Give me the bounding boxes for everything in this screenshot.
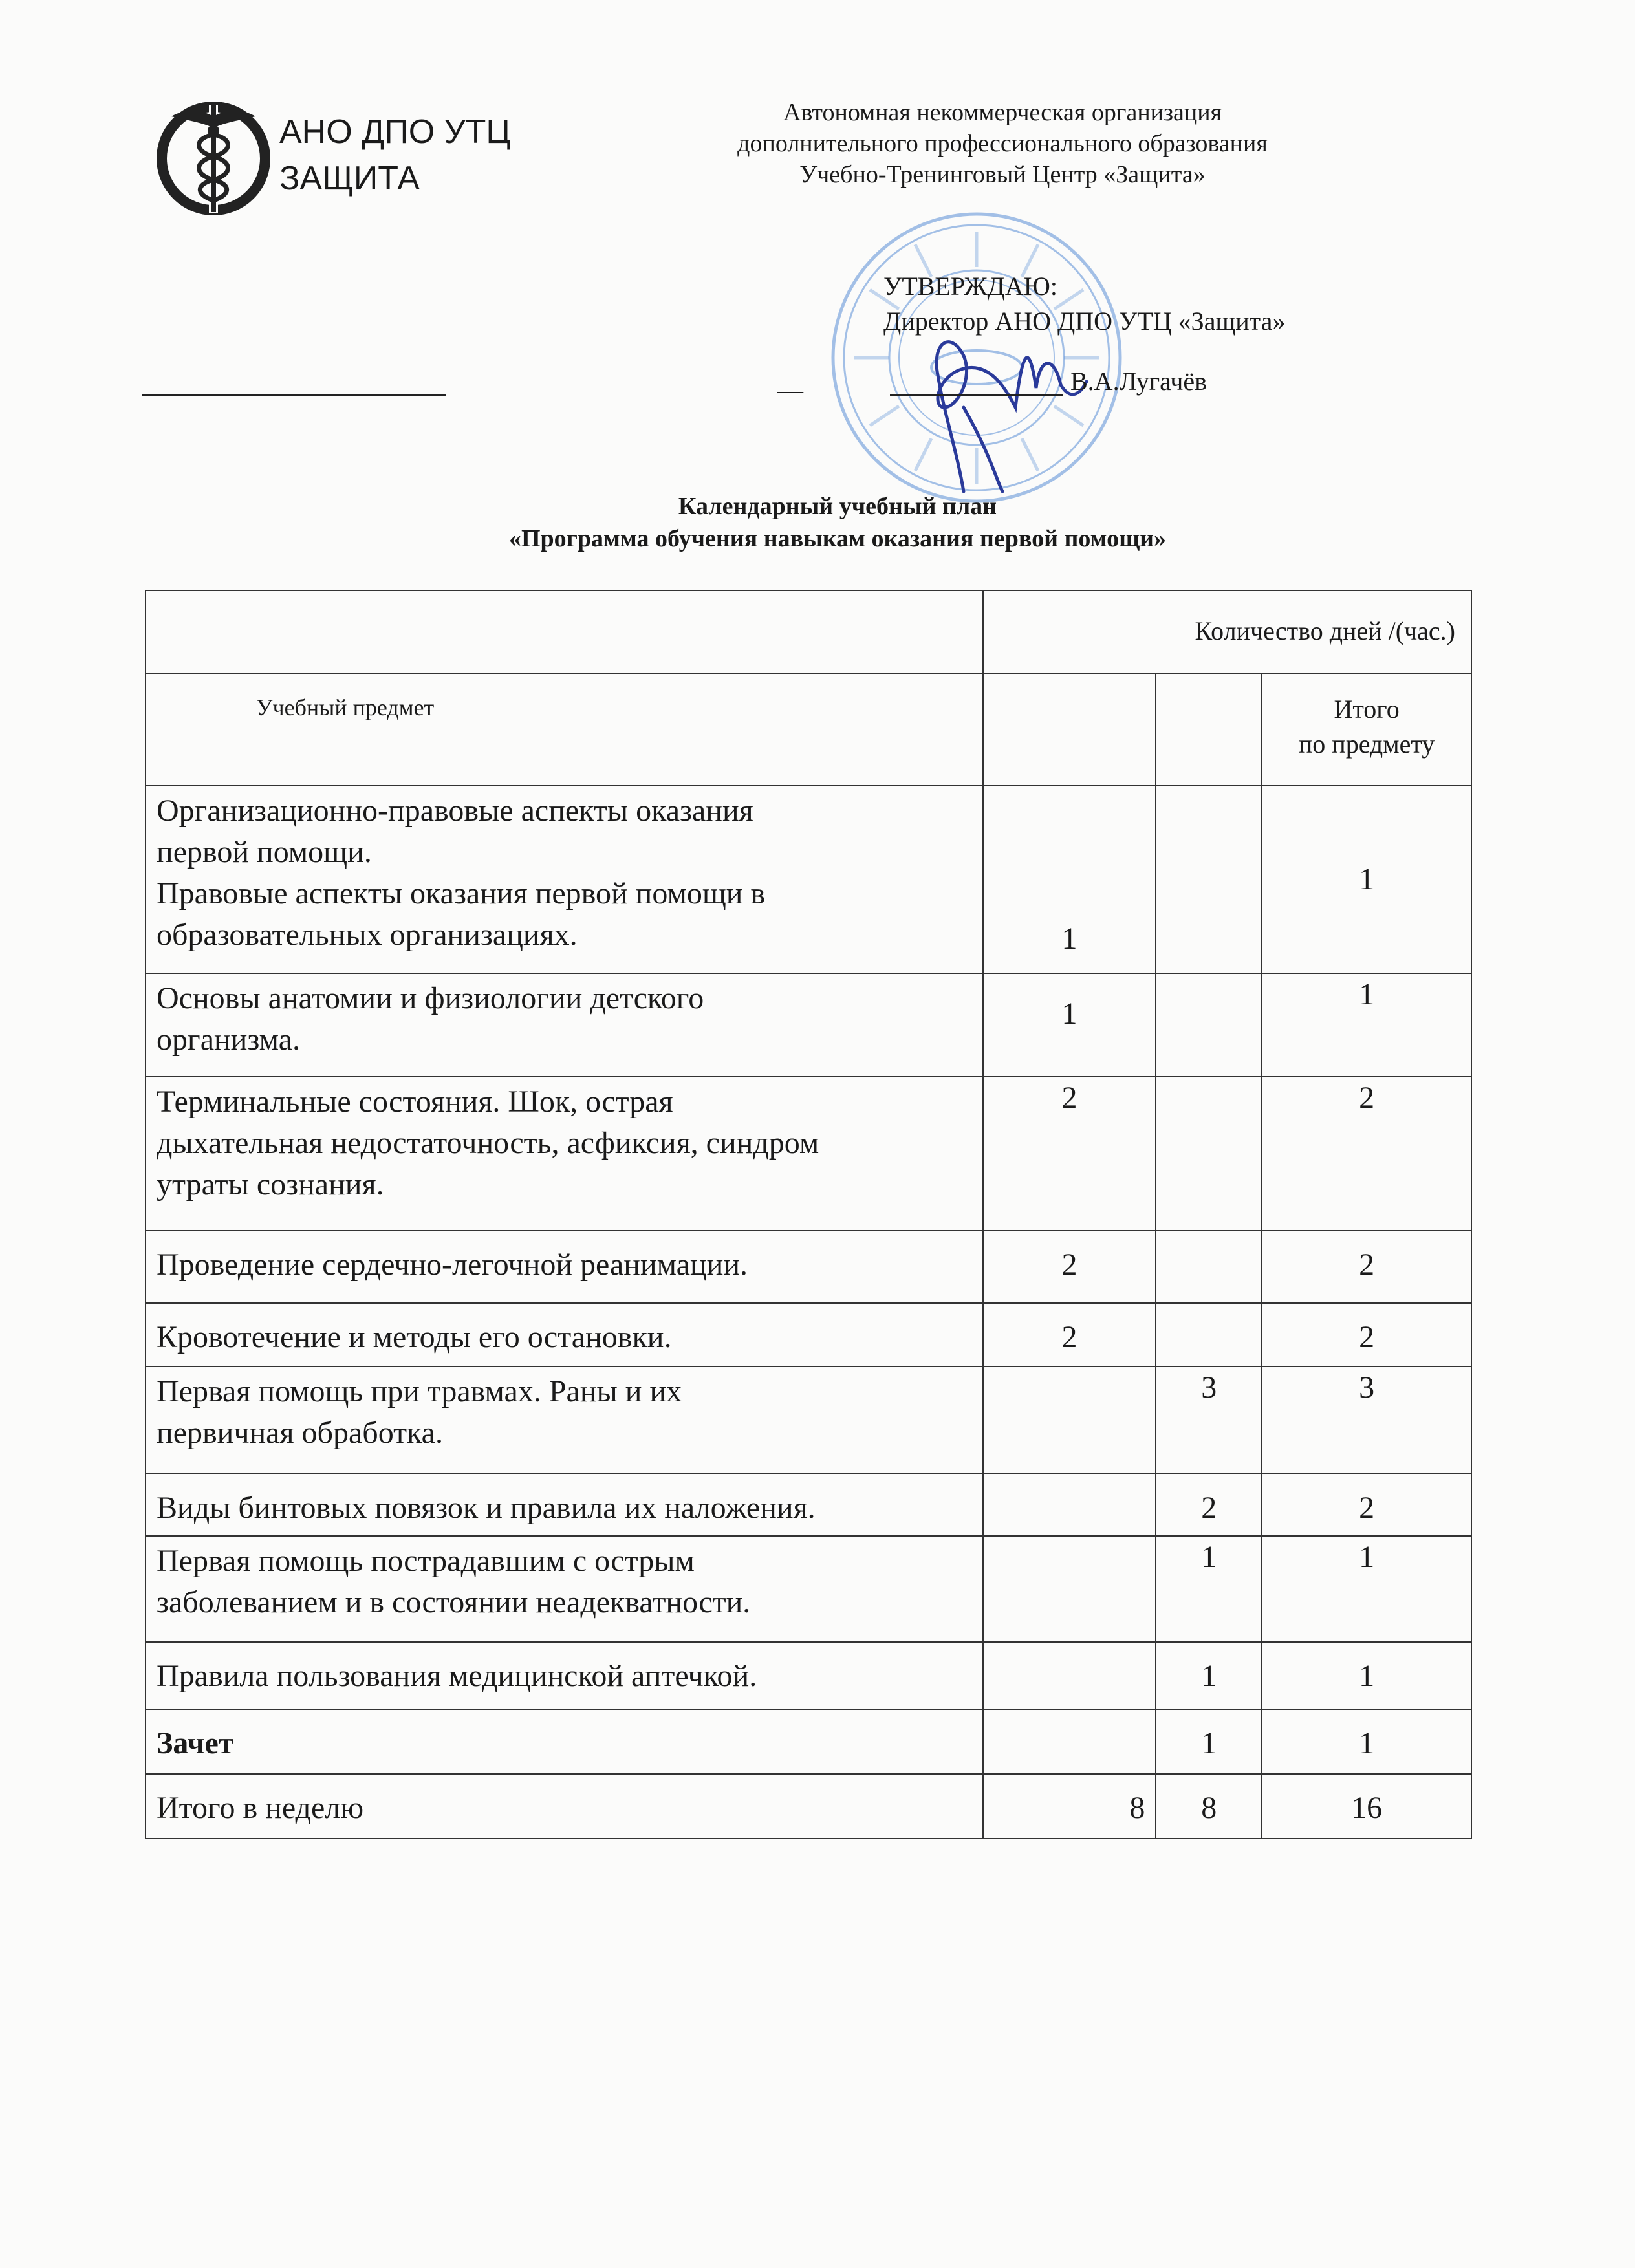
- logo-text: [279, 109, 511, 202]
- header-quantity: Количество дней /(час.): [983, 590, 1471, 673]
- day2-cell: 2: [1156, 1474, 1262, 1536]
- day1-cell: 8: [983, 1774, 1156, 1839]
- logo-line-1: АНО ДПО УТЦ: [279, 113, 511, 151]
- total-cell: 1: [1262, 1642, 1471, 1709]
- day1-cell: [983, 1366, 1156, 1474]
- table-row: [146, 786, 1471, 973]
- subject-line: Проведение сердечно-легочной реанимации.: [157, 1247, 748, 1282]
- table-row: [146, 973, 1471, 1077]
- day1-cell: [983, 1474, 1156, 1536]
- org-line-3: Учебно-Тренинговый Центр «Защита»: [799, 161, 1206, 188]
- day1-cell: 1: [983, 786, 1156, 973]
- subject-cell: [146, 973, 983, 1077]
- table-row: [146, 1231, 1471, 1303]
- total-cell: 1: [1262, 973, 1471, 1077]
- total-cell: 2: [1262, 1231, 1471, 1303]
- approval-title: УТВЕРЖДАЮ:: [883, 272, 1057, 301]
- day2-cell: [1156, 1231, 1262, 1303]
- plan-title: [194, 490, 1481, 555]
- day1-cell: 2: [983, 1231, 1156, 1303]
- header-subject: Учебный предмет: [146, 673, 983, 786]
- subject-line: дыхательная недостаточность, асфиксия, синдром: [157, 1126, 819, 1160]
- subject-line: Организационно-правовые аспекты оказания: [157, 794, 753, 828]
- day2-cell: [1156, 786, 1262, 973]
- table-row: [146, 1303, 1471, 1366]
- table-row: [146, 1709, 1471, 1774]
- header-empty-cell: [146, 590, 983, 673]
- table-subheader-row: [146, 673, 1471, 786]
- table-row: [146, 1642, 1471, 1709]
- subject-line: утраты сознания.: [157, 1167, 384, 1202]
- subject-line: Итого в неделю: [157, 1791, 364, 1825]
- org-line-2: дополнительного профессионального образования: [737, 130, 1268, 157]
- day1-cell: 2: [983, 1077, 1156, 1231]
- header-day2: [1156, 673, 1262, 786]
- total-cell: 1: [1262, 1536, 1471, 1642]
- day1-cell: [983, 1642, 1156, 1709]
- day2-cell: 3: [1156, 1366, 1262, 1474]
- day2-cell: [1156, 1077, 1262, 1231]
- approval-dash: __: [777, 367, 803, 396]
- subject-line: Первая помощь пострадавшим с острым: [157, 1544, 695, 1578]
- subject-line: первичная обработка.: [157, 1416, 443, 1450]
- day1-cell: [983, 1709, 1156, 1774]
- day1-cell: 1: [983, 973, 1156, 1077]
- subject-line: Терминальные состояния. Шок, острая: [157, 1085, 673, 1119]
- header-day1: [983, 673, 1156, 786]
- subject-line: Основы анатомии и физиологии детского: [157, 981, 704, 1015]
- subject-cell: [146, 1366, 983, 1474]
- plan-title-line: Календарный учебный план: [678, 493, 997, 520]
- day1-cell: [983, 1536, 1156, 1642]
- subject-line: образовательных организациях.: [157, 918, 578, 952]
- table-row: [146, 1366, 1471, 1474]
- curriculum-table: [145, 590, 1472, 1839]
- subject-cell: [146, 1642, 983, 1709]
- total-cell: 1: [1262, 786, 1471, 973]
- subject-cell: [146, 1231, 983, 1303]
- subject-line: организма.: [157, 1022, 300, 1057]
- total-cell: 2: [1262, 1303, 1471, 1366]
- header-total-line1: Итого: [1334, 695, 1400, 724]
- left-blank-line: [142, 394, 446, 396]
- plan-subtitle: «Программа обучения навыкам оказания первой помощи»: [508, 525, 1167, 552]
- header-total: [1262, 673, 1471, 786]
- approval-block: [883, 269, 1285, 339]
- subject-cell: [146, 1077, 983, 1231]
- subject-line: заболеванием и в состоянии неадекватности.: [157, 1585, 751, 1619]
- total-cell: 3: [1262, 1366, 1471, 1474]
- table-header-row: [146, 590, 1471, 673]
- subject-line: Правовые аспекты оказания первой помощи в: [157, 876, 766, 911]
- total-cell: 16: [1262, 1774, 1471, 1839]
- table-row: [146, 1077, 1471, 1231]
- subject-line: первой помощи.: [157, 835, 372, 869]
- subject-cell: [146, 1536, 983, 1642]
- subject-cell: [146, 1474, 983, 1536]
- total-cell: 2: [1262, 1474, 1471, 1536]
- day2-cell: [1156, 1303, 1262, 1366]
- subject-line: Виды бинтовых повязок и правила их наложения.: [157, 1491, 816, 1525]
- day2-cell: 1: [1156, 1536, 1262, 1642]
- day2-cell: 1: [1156, 1709, 1262, 1774]
- subject-cell: [146, 1303, 983, 1366]
- subject-line: Кровотечение и методы его остановки.: [157, 1320, 672, 1354]
- day2-cell: 1: [1156, 1642, 1262, 1709]
- total-cell: 1: [1262, 1709, 1471, 1774]
- subject-line: Правила пользования медицинской аптечкой.: [157, 1659, 757, 1693]
- day1-cell: 2: [983, 1303, 1156, 1366]
- subject-cell: [146, 786, 983, 973]
- table-row: [146, 1536, 1471, 1642]
- table-row: [146, 1774, 1471, 1839]
- subject-cell: [146, 1709, 983, 1774]
- subject-cell: [146, 1774, 983, 1839]
- signer-name: В.А.Лугачёв: [1070, 367, 1207, 396]
- day2-cell: 8: [1156, 1774, 1262, 1839]
- signature-line: [890, 394, 1063, 396]
- table-row: [146, 1474, 1471, 1536]
- subject-line: Первая помощь при травмах. Раны и их: [157, 1374, 682, 1409]
- approval-position: Директор АНО ДПО УТЦ «Защита»: [883, 307, 1286, 336]
- total-cell: 2: [1262, 1077, 1471, 1231]
- logo-line-2: ЗАЩИТА: [279, 160, 420, 197]
- caduceus-icon: [152, 97, 275, 220]
- day2-cell: [1156, 973, 1262, 1077]
- subject-line: Зачет: [157, 1726, 234, 1760]
- organization-header: [621, 97, 1384, 190]
- org-line-1: Автономная некоммерческая организация: [783, 99, 1222, 126]
- header-total-line2: по предмету: [1298, 729, 1435, 759]
